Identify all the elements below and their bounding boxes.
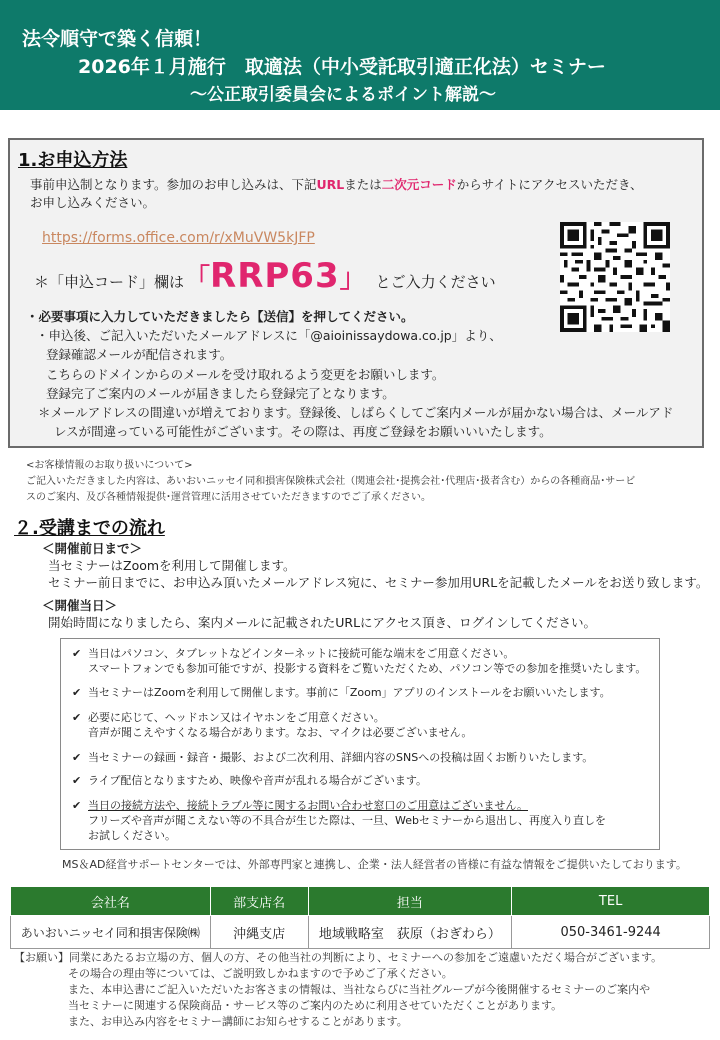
request-line-2: その場合の理由等については、ご説明致しかねますので予めご了承ください。	[68, 967, 453, 980]
contact-table	[10, 886, 710, 949]
checklist-item-line: 当日はパソコン、タブレットなどインターネットに接続可能な端末をご用意ください。	[88, 647, 515, 660]
checklist-item-line: 当セミナーはZoomを利用して開催します。事前に「Zoom」アプリのインストールをお願いいたします。	[88, 686, 611, 699]
contact-header-person: 担当	[308, 887, 512, 916]
qr-code-icon[interactable]	[560, 222, 670, 332]
checklist-item	[72, 646, 515, 661]
checklist-item-cont: フリーズや音声が聞こえない等の不具合が生じた際は、一旦、Webセミナーから退出し、再度入り直しを	[88, 814, 606, 827]
check-icon: ✔	[72, 711, 82, 724]
center-note: MS＆AD経営サポートセンターでは、外部専門家と連携し、企業・法人経営者の皆様に有益な情報をご提供いたしております。	[62, 858, 687, 871]
request-line-4: 当セミナーに関連する保険商品・サービス等のご案内のために利用させていただくことがあります。	[68, 999, 563, 1012]
contact-tel[interactable]: 050-3461-9244	[512, 916, 710, 949]
privacy-line-1: ご記入いただきました内容は、あいおいニッセイ同和損害保険株式会社（関連会社･提携会社･代理店･扱者含む）からの各種商品･サービ	[26, 476, 636, 487]
flow-section-title: ２.受講までの流れ	[14, 518, 165, 539]
checklist-item-line: 必要に応じて、ヘッドホン又はイヤホンをご用意ください。	[88, 711, 385, 724]
apply-intro-qr-word: 二次元コード	[381, 177, 457, 192]
header-line-1: 法令順守で築く信頼！	[22, 28, 213, 50]
checklist-item	[72, 750, 594, 765]
apply-after-1: ・申込後、ご記入いただいたメールアドレスに「@aioinissaydowa.co.jp」より、	[36, 328, 502, 343]
contact-branch: 沖縄支店	[210, 916, 308, 949]
apply-required-note: ・必要事項に入力していただきましたら【送信】を押してください。	[26, 309, 414, 324]
checklist-item-cont: お試しください。	[88, 829, 176, 842]
header-banner	[0, 0, 720, 110]
request-line-1: 【お願い】同業にあたるお立場の方、個人の方、その他当社の判断により、セミナーへの参加をご遠慮いただく場合がございます。	[14, 951, 663, 964]
apply-code-close-bracket: 」	[339, 264, 366, 294]
checklist-item-cont: スマートフォンでも参加可能ですが、投影する資料をご覧いただくため、パソコン等での参加を推奨いたします。	[88, 662, 647, 675]
flow-before-1: 当セミナーはZoomを利用して開催します。	[48, 558, 296, 573]
apply-intro-url-word: URL	[316, 177, 345, 192]
apply-after-3: こちらのドメインからのメールを受け取れるよう変更をお願いします。	[46, 367, 445, 382]
apply-code-prefix: ＊「申込コード」欄は	[34, 273, 185, 291]
checklist-item	[72, 710, 385, 725]
application-code: RRP63	[210, 256, 340, 296]
apply-intro	[30, 176, 643, 194]
contact-company: あいおいニッセイ同和損害保険㈱	[11, 916, 211, 949]
apply-section-title: 1.お申込方法	[18, 150, 128, 171]
apply-note-2: レスが間違っている可能性がございます。その際は、再度ご登録をお願いいいたします。	[54, 424, 552, 439]
contact-header-tel: TEL	[512, 887, 710, 916]
apply-intro-text-b: または	[344, 177, 382, 192]
application-form-link[interactable]: https://forms.office.com/r/xMuVW5kJFP	[42, 230, 315, 246]
contact-table-header	[11, 887, 710, 916]
apply-note-1: ＊メールアドレスの間違いが増えております。登録後、しばらくしてご案内メールが届かない場合は、メールアド	[38, 405, 674, 420]
privacy-line-2: スのご案内、及び各種情報提供･運営管理に活用させていただきますのでご了承ください。	[26, 492, 431, 503]
checklist-item-line: ライブ配信となりますため、映像や音声が乱れる場合がございます。	[88, 774, 428, 787]
check-icon: ✔	[72, 774, 82, 787]
privacy-title: <お客様情報のお取り扱いについて>	[26, 460, 193, 471]
apply-code-suffix: とご入力ください	[375, 273, 496, 291]
request-line-5: また、お申込み内容をセミナー講師にお知らせすることがあります。	[68, 1015, 408, 1028]
apply-after-4: 登録完了ご案内のメールが届きましたら登録完了となります。	[46, 386, 395, 401]
apply-intro-text-a: 事前申込制となります。参加のお申し込みは、下記	[30, 177, 317, 192]
contact-person: 地域戦略室 荻原（おぎわら）	[308, 916, 512, 949]
checklist-item-line: 当日の接続方法や、接続トラブル等に関するお問い合わせ窓口のご用意はございません。	[88, 799, 528, 812]
checklist-item-line: 当セミナーの録画・録音・撮影、および二次利用、詳細内容のSNSへの投稿は固くお断りいたします。	[88, 751, 594, 764]
checklist-item-cont: 音声が聞こえやすくなる場合があります。なお、マイクは必要ございません。	[88, 726, 473, 739]
check-icon: ✔	[72, 647, 82, 660]
flow-day-1: 開始時間になりましたら、案内メールに記載されたURLにアクセス頂き、ログインしてください。	[48, 615, 597, 630]
checklist-item	[72, 685, 611, 700]
contact-header-branch: 部支店名	[210, 887, 308, 916]
apply-intro-line2: お申し込みください。	[30, 195, 156, 210]
apply-intro-text-c: からサイトにアクセスいただき、	[456, 177, 643, 192]
header-subtitle: ～公正取引委員会によるポイント解説～	[190, 85, 496, 105]
check-icon: ✔	[72, 799, 82, 812]
apply-code-line	[34, 256, 496, 296]
table-row	[11, 916, 710, 949]
flow-before-title: ＜開催前日まで＞	[42, 541, 143, 556]
apply-code-open-bracket: 「	[184, 264, 211, 294]
flow-day-title: ＜開催当日＞	[42, 598, 118, 613]
checklist-item	[72, 773, 428, 788]
flow-before-2: セミナー前日までに、お申込み頂いたメールアドレス宛に、セミナー参加用URLを記載したメールをお送り致します。	[48, 575, 709, 590]
check-icon: ✔	[72, 686, 82, 699]
check-icon: ✔	[72, 751, 82, 764]
checklist-item	[72, 798, 528, 813]
contact-header-company: 会社名	[11, 887, 211, 916]
request-line-3: また、本申込書にご記入いただいたお客さまの情報は、当社ならびに当社グループが今後開催するセミナーのご案内や	[68, 983, 651, 996]
header-title: 2026年１月施行 取適法（中小受託取引適正化法）セミナー	[78, 56, 606, 78]
apply-after-2: 登録確認メールが配信されます。	[46, 347, 233, 362]
